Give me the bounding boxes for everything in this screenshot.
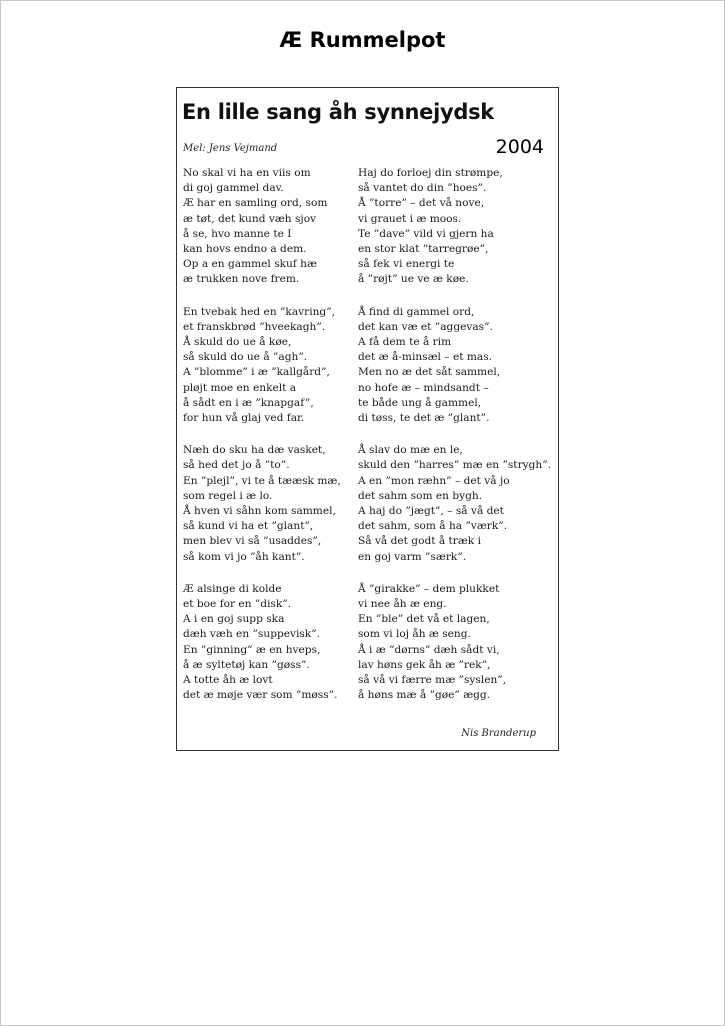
song-year: 2004 — [495, 136, 544, 158]
verse-line: Te ”dave” vild vi gjern ha — [358, 227, 494, 240]
verse-line: å se, hvo manne te I — [183, 227, 292, 240]
verse-line: En ”ble” det vå et lagen, — [358, 613, 490, 626]
verse-line: så kund vi ha et ”glant”, — [183, 520, 314, 533]
right-stanza-2 — [358, 305, 554, 427]
verse-line: et franskbrød ”hveekagh”. — [183, 320, 326, 333]
verse-line: å ”røjt” ue ve æ køe. — [358, 273, 469, 286]
verse-line: Næh do sku ha dæ vasket, — [183, 444, 326, 457]
song-title: En lille sang åh synnejydsk — [182, 100, 494, 124]
verse-line: di tøss, te det æ ”glant”. — [358, 412, 490, 425]
verse-line: å sådt en i æ ”knapgaf”, — [183, 396, 314, 409]
verse-line: pløjt moe en enkelt a — [183, 381, 297, 394]
verse-line: dæh væh en ”suppevisk”. — [183, 628, 321, 641]
left-stanza-2 — [183, 305, 373, 427]
left-stanza-1 — [183, 166, 373, 288]
right-column — [358, 166, 554, 721]
verse-line: A totte åh æ lovt — [183, 674, 273, 687]
verse-line: Å find di gammel ord, — [358, 305, 475, 318]
verse-line: æ trukken nove frem. — [183, 273, 300, 286]
verse-line: som regel i æ lo. — [183, 489, 273, 502]
verse-line: Men no æ det såt sammel, — [358, 366, 501, 379]
verse-line: å æ syltetøj kan ”gøss”. — [183, 658, 310, 671]
verse-line: æ tøt, det kund væh sjov — [183, 212, 317, 225]
verse-line: A en ”mon ræhn” – det vå jo — [358, 474, 510, 487]
verse-line: en stor klat ”tarregrøe”, — [358, 243, 489, 256]
verse-line: En ”plejl”, vi te å tææsk mæ, — [183, 474, 341, 487]
verse-line: Å skuld do ue å køe, — [183, 336, 292, 349]
verse-line: Å i æ ”dørns” dæh sådt vi, — [358, 643, 500, 656]
verse-line: skuld den ”harres” mæ en ”strygh”. — [358, 459, 552, 472]
verse-line: A få dem te å rim — [358, 336, 452, 349]
left-column — [183, 166, 373, 721]
verse-line: et boe for en ”disk”. — [183, 598, 292, 611]
author-credit: Nis Branderup — [461, 728, 536, 739]
verse-line: så fek vi energi te — [358, 258, 455, 271]
verse-line: det sahm, som å ha ”værk”. — [358, 520, 508, 533]
verse-line: så vantet do din ”hoes”. — [358, 182, 487, 195]
left-stanza-4 — [183, 582, 373, 704]
verse-line: for hun vå glaj ved far. — [183, 412, 305, 425]
verse-line: det kan væ et ”aggevas”. — [358, 320, 493, 333]
verse-line: det æ å-minsæl – et mas. — [358, 351, 493, 364]
verse-line: det æ møje vær som ”møss”. — [183, 689, 338, 702]
right-stanza-1 — [358, 166, 554, 288]
verse-line: Haj do forloej din strømpe, — [358, 167, 503, 179]
verse-line: Op a en gammel skuf hæ — [183, 258, 317, 271]
verse-line: så skuld do ue å ”agh”. — [183, 351, 308, 364]
verse-line: di goj gammel dav. — [183, 182, 284, 195]
verse-line: En ”ginning” æ en hveps, — [183, 643, 321, 656]
verse-line: Æ alsinge di kolde — [183, 582, 282, 595]
verse-line: en goj varm ”særk”. — [358, 550, 467, 563]
verse-line: En tvebak hed en ”kavring”, — [183, 305, 335, 318]
verse-line: Å ”girakke” – dem plukket — [358, 582, 500, 595]
verse-line: te både ung å gammel, — [358, 396, 482, 409]
verse-line: så vå vi færre mæ ”syslen”, — [358, 674, 507, 687]
verse-line: vi nee åh æ eng. — [358, 598, 447, 611]
verse-line: Å hven vi såhn kom sammel, — [183, 505, 336, 518]
verse-line: som vi loj åh æ seng. — [358, 628, 471, 641]
verse-line: lav høns gek åh æ ”rek”, — [358, 658, 491, 671]
verse-line: Så vå det godt å træk i — [358, 535, 481, 548]
verse-line: A haj do ”jægt”, – så vå det — [358, 505, 504, 518]
verse-line: kan hovs endno a dem. — [183, 243, 307, 256]
verse-line: så hed det jo å ”to”. — [183, 459, 290, 472]
left-stanza-3 — [183, 443, 373, 565]
verse-line: Æ har en samling ord, som — [183, 197, 328, 210]
right-stanza-4 — [358, 582, 554, 704]
verse-line: A ”blomme” i æ ”kallgård”, — [183, 366, 330, 379]
verse-line: Å slav do mæ en le, — [358, 444, 463, 457]
verse-line: No skal vi ha en viis om — [183, 167, 311, 179]
melody-credit: Mel: Jens Vejmand — [183, 143, 278, 154]
verse-line: å høns mæ å ”gøe” ægg. — [358, 689, 491, 702]
verse-line: men blev vi så ”usaddes”, — [183, 535, 322, 548]
verse-line: Å ”torre” – det vå nove, — [358, 197, 485, 210]
verse-line: no hofe æ – mindsandt – — [358, 381, 489, 394]
song-clipping — [176, 87, 559, 751]
verse-line: det sahm som en bygh. — [358, 489, 483, 502]
verse-line: A i en goj supp ska — [183, 613, 285, 626]
verse-line: så kom vi jo ”åh kant”. — [183, 550, 305, 563]
verse-line: vi grauet i æ moos. — [358, 212, 462, 225]
right-stanza-3 — [358, 443, 554, 565]
page-title: Æ Rummelpot — [279, 28, 446, 52]
